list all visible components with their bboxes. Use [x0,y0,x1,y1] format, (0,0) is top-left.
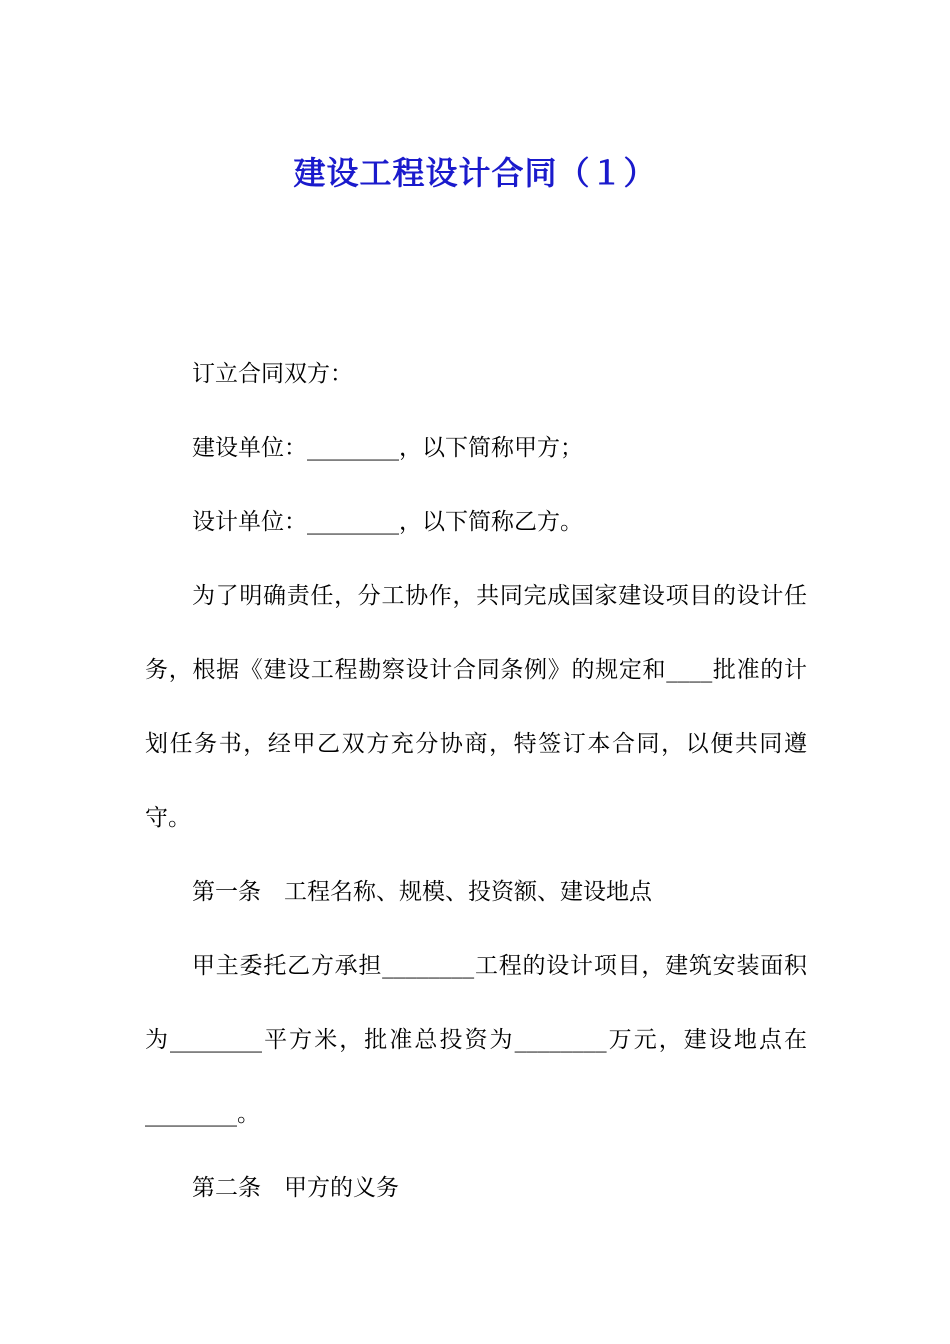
document-body [145,337,807,1225]
paragraph-parties-intro: 订立合同双方： [192,361,353,387]
paragraph-party-a: 建设单位：________，以下简称甲方； [192,435,583,461]
paragraph-party-b: 设计单位：________，以下简称乙方。 [192,509,583,535]
paragraph-purpose: 为了明确责任，分工协作，共同完成国家建设项目的设计任务，根据《建设工程勘察设计合同条例》的规定和____批准的计划任务书，经甲乙双方充分协商，特签订本合同，以便共同遵守。 [145,583,807,831]
article-2-heading: 第二条 甲方的义务 [192,1175,399,1201]
article-1-heading: 第一条 工程名称、规模、投资额、建设地点 [192,879,652,905]
article-1-body: 甲主委托乙方承担________工程的设计项目，建筑安装面积为________平方米，批准总投资为________万元，建设地点在________。 [145,953,807,1127]
document-title: 建设工程设计合同（１） [293,154,657,193]
